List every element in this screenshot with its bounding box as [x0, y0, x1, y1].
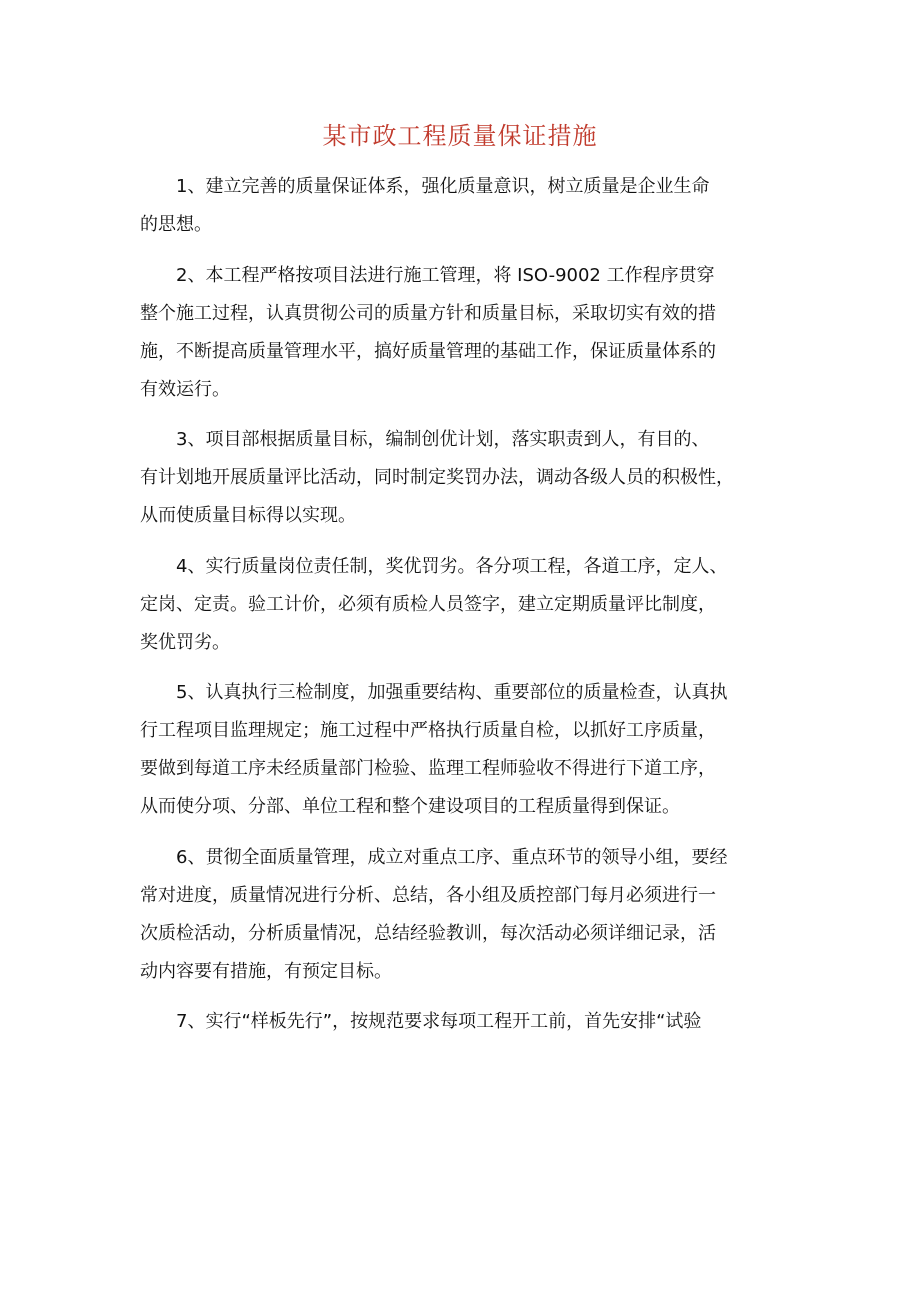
paragraph-line: 次质检活动，分析质量情况，总结经验教训，每次活动必须详细记录，活 — [140, 922, 716, 944]
paragraph-3 — [140, 421, 800, 535]
document-title: 某市政工程质量保证措施 — [322, 122, 598, 150]
document-body — [140, 168, 800, 1054]
paragraph-2 — [140, 257, 800, 409]
paragraph-line: 3、项目部根据质量目标，编制创优计划，落实职责到人，有目的、 — [176, 429, 710, 450]
paragraph-line: 要做到每道工序未经质量部门检验、监理工程师验收不得进行下道工序， — [140, 758, 716, 779]
paragraph-line: 常对进度，质量情况进行分析、总结，各小组及质控部门每月必须进行一 — [140, 884, 716, 906]
paragraph-6 — [140, 839, 800, 991]
paragraph-7 — [140, 1003, 800, 1041]
paragraph-line: 施，不断提高质量管理水平，搞好质量管理的基础工作，保证质量体系的 — [140, 340, 716, 362]
paragraph-line: 有效运行。 — [140, 378, 230, 400]
paragraph-line: 的思想。 — [140, 214, 212, 235]
paragraph-line: 从而使分项、分部、单位工程和整个建设项目的工程质量得到保证。 — [140, 796, 680, 817]
paragraph-line: 从而使质量目标得以实现。 — [140, 505, 356, 526]
paragraph-line: 6、贯彻全面质量管理，成立对重点工序、重点环节的领导小组，要经 — [176, 846, 728, 868]
paragraph-line: 有计划地开展质量评比活动，同时制定奖罚办法，调动各级人员的积极性， — [140, 467, 734, 488]
paragraph-line: 奖优罚劣。 — [140, 631, 230, 653]
paragraph-line: 1、建立完善的质量保证体系，强化质量意识，树立质量是企业生命 — [176, 176, 710, 197]
paragraph-1 — [140, 168, 800, 244]
paragraph-line: 整个施工过程，认真贯彻公司的质量方针和质量目标，采取切实有效的措 — [140, 302, 716, 324]
paragraph-4 — [140, 548, 800, 662]
paragraph-line: 4、实行质量岗位责任制，奖优罚劣。各分项工程，各道工序，定人、 — [176, 555, 728, 577]
paragraph-line: 5、认真执行三检制度，加强重要结构、重要部位的质量检查，认真执 — [176, 682, 728, 703]
paragraph-line: 7、实行“样板先行”，按规范要求每项工程开工前，首先安排“试验 — [176, 1011, 702, 1032]
paragraph-line: 行工程项目监理规定；施工过程中严格执行质量自检，以抓好工序质量， — [140, 720, 716, 741]
paragraph-line: 定岗、定责。验工计价，必须有质检人员签字，建立定期质量评比制度， — [140, 593, 716, 615]
paragraph-5 — [140, 674, 800, 826]
paragraph-line: 动内容要有措施，有预定目标。 — [140, 960, 392, 982]
paragraph-line: 2、本工程严格按项目法进行施工管理，将 ISO-9002 工作程序贯穿 — [176, 264, 715, 286]
